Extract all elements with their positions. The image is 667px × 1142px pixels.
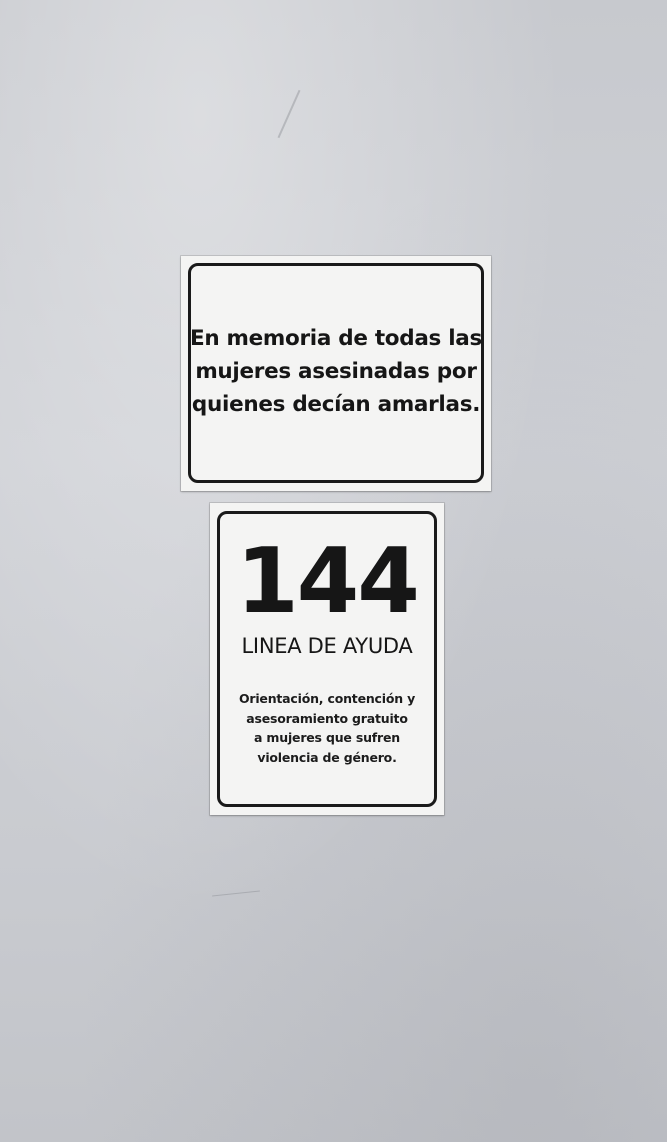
memorial-text (181, 322, 491, 421)
helpline-description-line: Orientación, contención y (238, 691, 416, 706)
memorial-line: mujeres asesinadas por (195, 359, 477, 384)
helpline-description-line: a mujeres que sufren (254, 730, 400, 745)
memorial-line: quienes decían amarlas. (191, 392, 481, 417)
helpline-description (210, 689, 444, 767)
helpline-sign (210, 503, 444, 815)
helpline-title: LINEA DE AYUDA (241, 634, 413, 658)
helpline-number: 144 (236, 529, 418, 634)
wall-scratch (278, 90, 301, 138)
helpline-description-line: asesoramiento gratuito (246, 710, 408, 726)
helpline-description-line: violencia de género. (257, 749, 397, 765)
memorial-sign (181, 256, 491, 491)
memorial-line: En memoria de todas las (189, 326, 483, 351)
wall-scratch (212, 890, 260, 896)
